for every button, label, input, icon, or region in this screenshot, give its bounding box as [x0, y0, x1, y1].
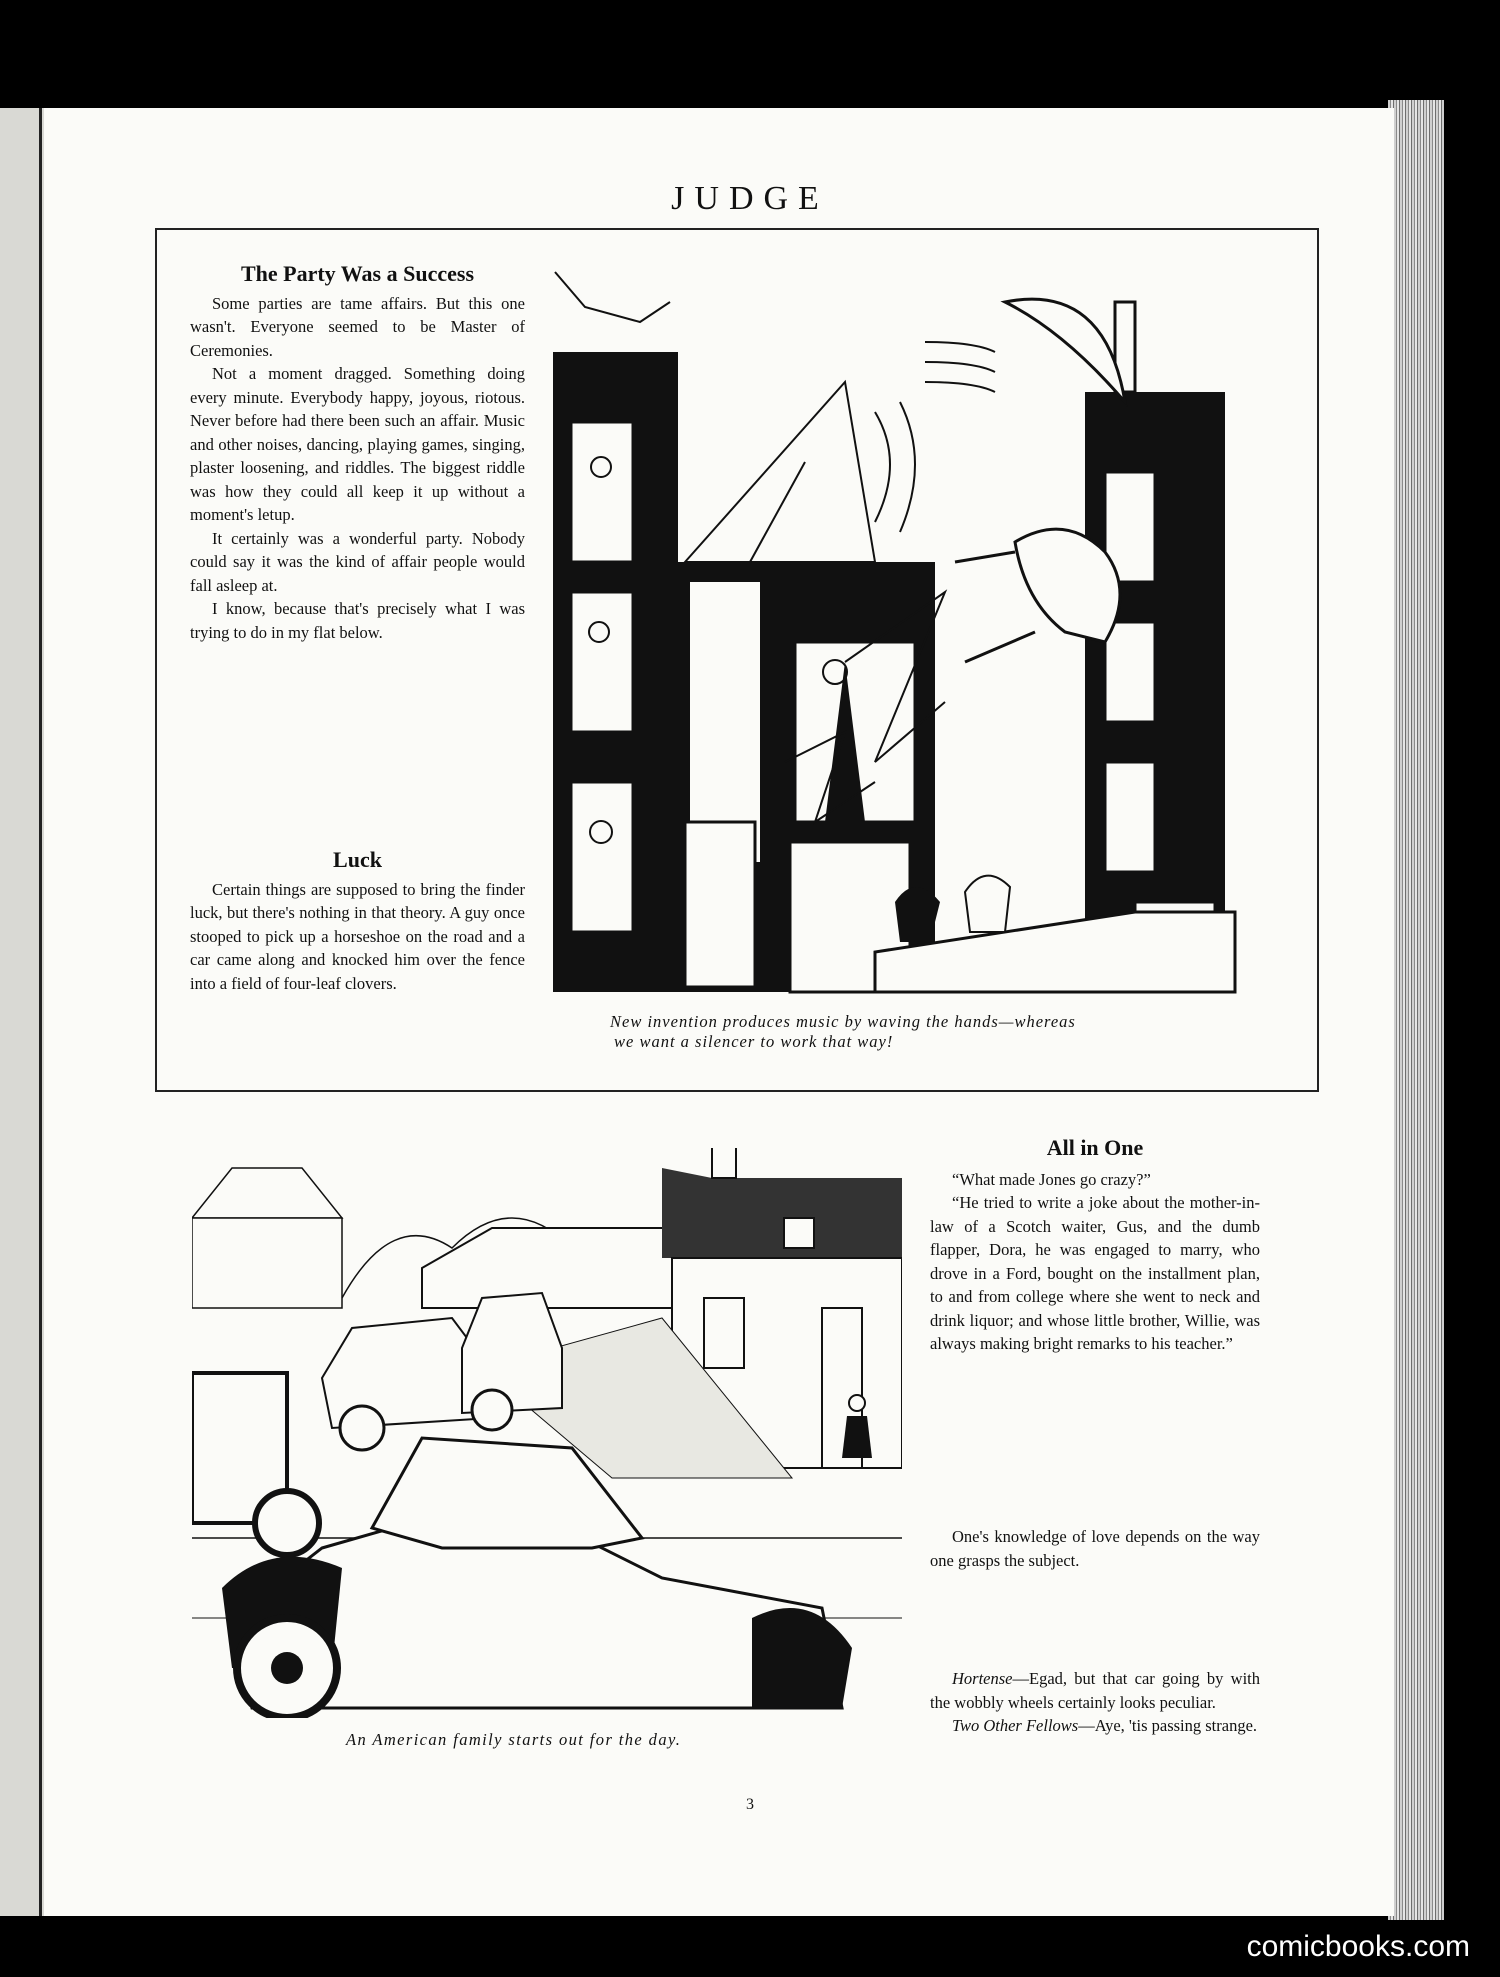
luck-title: Luck — [333, 847, 382, 872]
caption-line: we want a silencer to work that way! — [614, 1032, 894, 1051]
family-car-cartoon — [192, 1148, 902, 1718]
top-cartoon-caption — [610, 1012, 1300, 1052]
dialogue-line-2 — [930, 1714, 1260, 1738]
caption-line: New invention produces music by waving the hands—whereas — [610, 1012, 1076, 1031]
bottom-cartoon-caption: An American family starts out for the day. — [346, 1730, 682, 1749]
party-article — [190, 262, 525, 644]
book-spine-left — [0, 108, 46, 1916]
masthead: JUDGE — [671, 180, 829, 217]
luck-paragraph: Certain things are supposed to bring the finder luck, but there's nothing in that theory. A guy once stooped to pick up a horseshoe on the road and a car came along and knocked him over the fence into a field of four-leaf clovers. — [190, 879, 525, 993]
line-hortense: —Egad, but that car going by with the wobbly wheels certainly looks peculiar. — [930, 1669, 1260, 1712]
hortense-dialogue — [930, 1667, 1260, 1738]
love-quip — [930, 1525, 1260, 1572]
page-number: 3 — [746, 1796, 754, 1813]
all-in-one-title: All in One — [1046, 1135, 1144, 1160]
love-paragraph: One's knowledge of love depends on the way one grasps the subject. — [930, 1527, 1260, 1570]
line-two-other-fellows: —Aye, 'tis passing strange. — [1078, 1716, 1258, 1735]
party-title: The Party Was a Success — [240, 261, 475, 286]
party-paragraph: It certainly was a wonderful party. Nobody could say it was the kind of affair people would fall asleep at. — [190, 528, 525, 595]
dialogue-line-1 — [930, 1667, 1260, 1714]
party-paragraph: Not a moment dragged. Something doing every minute. Everybody happy, joyous, riotous. Never before had there been such an affair. Music and other noises, dancing, playing games, singing, plaster loosening, and riddles. The biggest riddle was how they could all keep it up without a moment's letup. — [190, 364, 525, 524]
all-in-one-paragraph: “What made Jones go crazy?” — [952, 1169, 1151, 1189]
party-paragraph: Some parties are tame affairs. But this one wasn't. Everyone seemed to be Master of Ceremonies. — [190, 293, 525, 360]
party-cartoon — [545, 262, 1255, 994]
watermark: comicbooks.com — [1246, 1930, 1470, 1963]
speaker-hortense: Hortense — [952, 1669, 1013, 1688]
luck-article — [190, 848, 525, 995]
party-paragraph: I know, because that's precisely what I was trying to do in my flat below. — [190, 599, 525, 642]
page-edges — [1388, 100, 1444, 1920]
speaker-two-other-fellows: Two Other Fellows — [952, 1716, 1079, 1735]
all-in-one-paragraph: “He tried to write a joke about the mother-in-law of a Scotch waiter, Gus, and the dumb flapper, Dora, he was engaged to marry, who drove in a Ford, bought on the installment plan, to and from college where she went to neck and drink liquor; and whose little brother, Willie, was always making bright remarks to his teacher.” — [930, 1193, 1260, 1353]
all-in-one-article — [930, 1136, 1260, 1356]
